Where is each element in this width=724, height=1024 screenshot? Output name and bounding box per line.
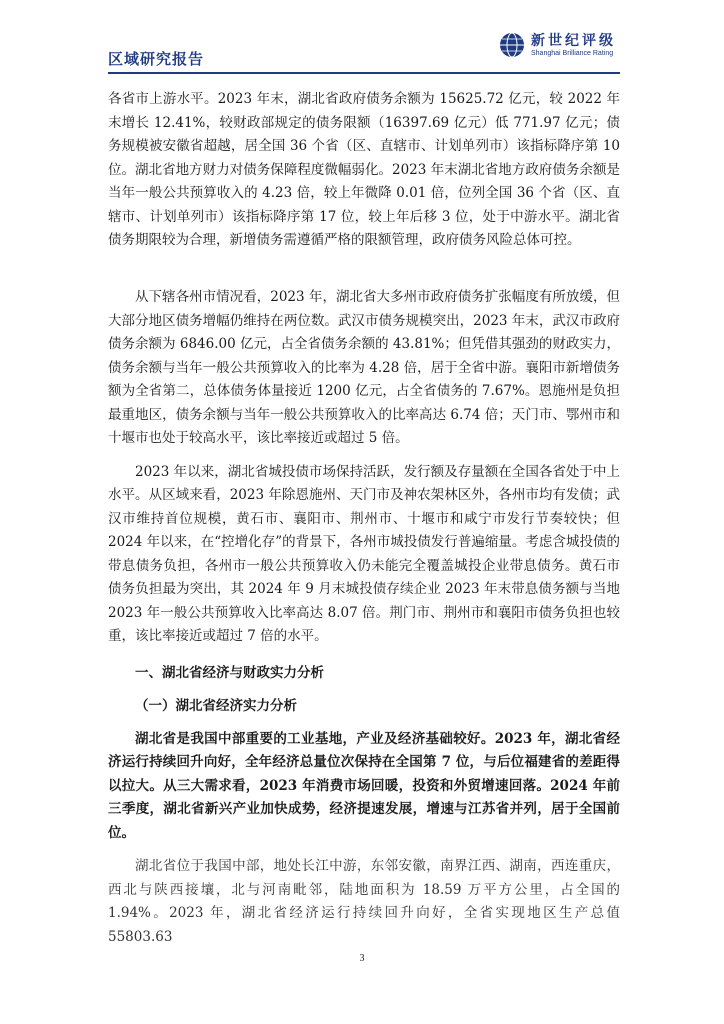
report-type-title: 区域研究报告 xyxy=(108,50,205,68)
page-number: 3 xyxy=(359,953,365,964)
page-header xyxy=(108,30,620,74)
subsection-heading: （一）湖北省经济实力分析 xyxy=(135,697,297,714)
paragraph-lgfv-bonds: 2023 年以来，湖北省城投债市场保持活跃，发行额及存量额在全国各省处于中上水平。从区域来看，2023 年除恩施州、天门市及神农架林区外，各州市均有发债；武汉市维持首位规模，黄石市、襄阳市、荆州市、十堰市和咸宁市发行节奏较快；但 2024 年以来，在“控增化存”的背景下，各州市城投债发行普遍缩量。考虑含城投债的带息债务负担，各州市一般公共预算收入仍未能完全覆盖城投企业带息债务。黄石市债务负担最为突出，其 2024 年 9 月末城投债存续企业 2023 年末带息债务额与当地 2023 年一般公共预算收入比率高达 8.07 倍。荆门市、荆州市和襄阳市债务负担也较重，该比率接近或超过 7 倍的水平。 xyxy=(108,463,620,644)
paragraph-geography: 湖北省位于我国中部，地处长江中游，东邻安徽，南界江西、湖南，西连重庆，西北与陕西接壤，北与河南毗邻，陆地面积为 18.59 万平方公里，占全国的 1.94%。2023 年，湖北省经济运行持续回升向好，全省实现地区生产总值 55803.63 xyxy=(108,858,620,945)
summary-paragraph: 湖北省是我国中部重要的工业基地，产业及经济基础较好。2023 年，湖北省经济运行持续回升向好，全年经济总量位次保持在全国第 7 位，与后位福建省的差距得以拉大。从三大需求看，2023 年消费市场回暖，投资和外贸增速回落。2024 年前三季度，湖北省新兴产业加快成势，经济提速发展，增速与江苏省并列，居于全国前位。 xyxy=(108,730,620,841)
logo-english-name: Shanghai Brilliance Rating xyxy=(531,49,614,57)
report-body xyxy=(108,88,620,949)
section-heading: 一、湖北省经济与财政实力分析 xyxy=(135,664,324,681)
paragraph-provincial-debt: 各省市上游水平。2023 年末，湖北省政府债务余额为 15625.72 亿元，较 2022 年末增长 12.41%，较财政部规定的债务限额（16397.69 亿元）低 771.97 亿元；债务规模被安徽省超越，居全国 36 个省（区、直辖市、计划单列市）该指标降序第 10 位。湖北省地方财力对债务保障程度微幅弱化。2023 年末湖北省地方政府债务余额是当年一般公共预算收入的 4.23 倍，较上年微降 0.01 倍，位列全国 36 个省（区、直辖市、计划单列市）该指标降序第 17 位，较上年后移 3 位，处于中游水平。湖北省债务期限较为合理，新增债务需遵循严格的限额管理，政府债务风险总体可控。 xyxy=(108,91,620,248)
paragraph-city-debt: 从下辖各州市情况看，2023 年，湖北省大多州市政府债务扩张幅度有所放缓，但大部分地区债务增幅仍维持在两位数。武汉市债务规模突出，2023 年末，武汉市政府债务余额为 6846.00 亿元，占全省债务余额的 43.81%；但凭借其强劲的财政实力，债务余额与当年一般公共预算收入的比率为 4.28 倍，居于全省中游。襄阳市新增债务额为全省第二，总体债务体量接近 1200 亿元，占全省债务的 7.67%。恩施州是负担最重地区，债务余额与当年一般公共预算收入的比率高达 6.74 倍；天门市、鄂州市和十堰市也处于较高水平，该比率接近或超过 5 倍。 xyxy=(108,289,620,446)
brand-logo xyxy=(499,32,616,58)
globe-logo-icon xyxy=(499,32,525,58)
logo-chinese-name: 新世纪评级 xyxy=(531,32,616,49)
